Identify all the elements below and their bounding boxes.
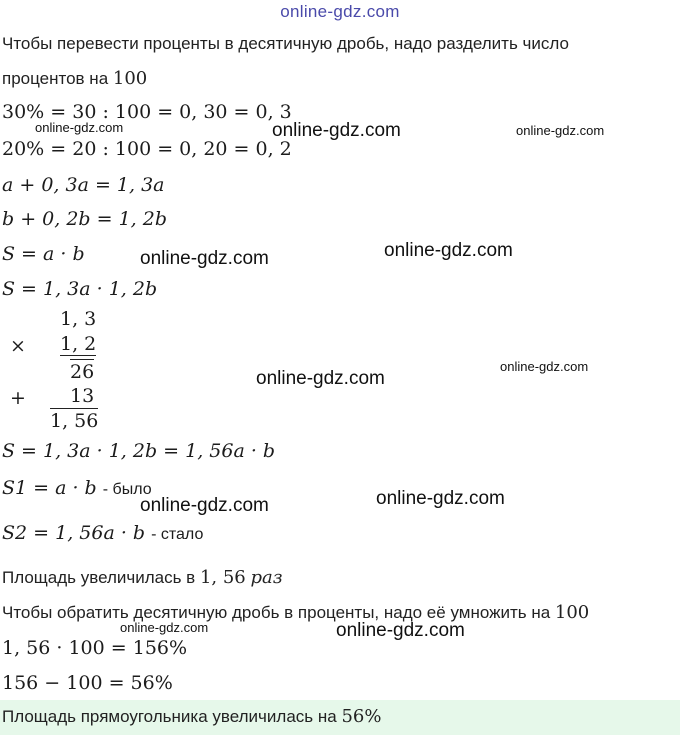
s2-note: - стало — [151, 526, 204, 543]
answer-statement — [2, 706, 381, 727]
mult-row-3-value: 26 — [70, 361, 95, 383]
instruction-back-number: 100 — [554, 602, 590, 623]
equation-area-original — [2, 243, 85, 265]
watermark: online-gdz.com — [256, 368, 385, 389]
equation-area-text: S = a · b — [2, 243, 85, 265]
mult-row-2 — [60, 333, 96, 356]
equation-a-text: a + 0, 3a = 1, 3a — [2, 174, 165, 196]
equation-s2 — [2, 522, 203, 544]
watermark: online-gdz.com — [272, 120, 401, 141]
instruction-text: процентов на — [2, 69, 109, 88]
area-word-italic: раз — [250, 567, 283, 588]
equation-b-text: b + 0, 2b = 1, 2b — [2, 208, 167, 230]
equation-56-percent: 156 − 100 = 56% — [2, 672, 173, 694]
watermark-header: online-gdz.com — [280, 2, 400, 21]
watermark: online-gdz.com — [336, 620, 465, 641]
s1-note: - было — [102, 481, 152, 498]
equation-a-increase — [2, 174, 165, 196]
equation-b-increase — [2, 208, 167, 230]
mult-row-1: 1, 3 — [60, 308, 97, 330]
equation-s1 — [2, 477, 152, 499]
mult-row-4: 13 — [70, 385, 95, 407]
equation-area-result — [2, 440, 275, 462]
mult-row-3 — [70, 359, 94, 383]
instruction-percent-to-decimal-cont — [2, 68, 147, 89]
answer-number: 56% — [341, 706, 382, 727]
mult-result-value: 1, 56 — [50, 410, 99, 432]
equation-area-result-text: S = 1, 3a · 1, 2b = 1, 56a · b — [2, 440, 276, 462]
answer-text: Площадь прямоугольника увеличилась на — [2, 707, 337, 726]
area-word — [251, 567, 283, 588]
instruction-decimal-to-percent — [2, 602, 589, 623]
mult-result — [50, 408, 98, 432]
add-sign: + — [10, 387, 26, 409]
watermark: online-gdz.com — [516, 123, 605, 138]
watermark: online-gdz.com — [376, 488, 505, 509]
watermark: online-gdz.com — [35, 120, 124, 135]
equation-area-new-text: S = 1, 3a · 1, 2b — [2, 278, 158, 300]
area-number: 1, 56 — [199, 567, 246, 588]
mult-sign: × — [10, 335, 26, 357]
s2-math: S2 = 1, 56a · b — [2, 522, 146, 544]
equation-area-new — [2, 278, 157, 300]
instruction-percent-to-decimal: Чтобы перевести проценты в десятичную дробь, надо разделить число — [2, 34, 569, 53]
equation-30-percent: 30% = 30 : 100 = 0, 30 = 0, 3 — [2, 101, 292, 123]
s1-math: S1 = a · b — [2, 477, 97, 499]
instruction-number: 100 — [112, 68, 148, 89]
area-increase-statement — [2, 567, 283, 588]
area-text: Площадь увеличилась в — [2, 568, 196, 587]
watermark: online-gdz.com — [140, 495, 269, 516]
watermark: online-gdz.com — [140, 248, 269, 269]
equation-156-percent: 1, 56 · 100 = 156% — [2, 637, 188, 659]
watermark: online-gdz.com — [500, 359, 589, 374]
watermark: online-gdz.com — [120, 620, 209, 635]
mult-row-2-value: 1, 2 — [60, 333, 97, 355]
watermark: online-gdz.com — [384, 240, 513, 261]
instruction-back-text: Чтобы обратить десятичную дробь в проценты, надо её умножить на — [2, 603, 551, 622]
equation-20-percent: 20% = 20 : 100 = 0, 20 = 0, 2 — [2, 138, 292, 160]
